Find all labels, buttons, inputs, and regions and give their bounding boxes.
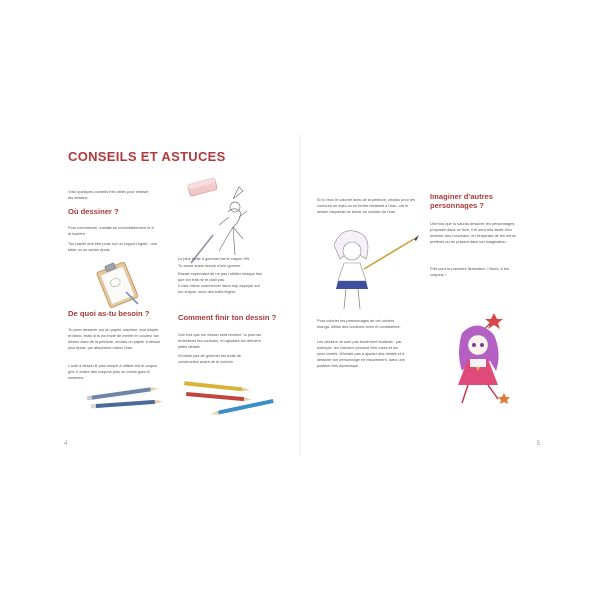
gomme-text: Tu auras aussi besoin d'une gomme.	[178, 263, 242, 268]
magical-girl-illustration	[432, 313, 532, 411]
clipboard-illustration	[92, 260, 142, 308]
intro-text: Voici quelques conseils très utiles pour réaliser tes dessins.	[68, 189, 149, 201]
gomme-usage-text: Essaie cependant de ne pas l'utiliser chaque fois que ton trait ne te plaît pas.	[178, 271, 263, 283]
page-number-left: 4	[64, 441, 68, 447]
imaginer-p1: Une fois que tu sauras dessiner les personnages proposés dans ce livre, il te sera très facile d'en inventer des nouveaux, en t'inspirant de tes héros préférés ou en puisant dans ton imagination.	[430, 221, 516, 245]
couleurs-p1: Pour colorier tes personnages de cet univers manga, utilise des couleurs vives et contrastées.	[317, 318, 401, 330]
de-quoi-p2: L'outil à dessin le plus simple à utiliser est le crayon gris. Il existe des crayons plus ou moins gras et sombres.	[68, 363, 157, 381]
heading-comment-finir: Comment finir ton dessin ?	[178, 313, 277, 322]
heading-imaginer: Imaginer d'autres personnages ?	[430, 192, 493, 210]
imaginer-p2: Prêt pour ta première illustration ? Alors, à tes crayons !	[430, 266, 509, 278]
couleurs-p2: Les dessins ne sont pas forcément réalistes : par exemple, les cheveux peuvent être roses et les yeux violets. N'hésite pas à ajouter des détails et à dessiner ton personnage en mouvement, dans une position très dynamique.	[317, 339, 405, 369]
left-page	[50, 135, 300, 455]
girl-paintbrush-illustration	[320, 225, 420, 311]
peinture-text: Si tu veux le colorier avec de la peinture, choisis pour les contours un stylo ou un feutre résistant à l'eau, car le dessin risquerait de baver au contact de l'eau.	[317, 197, 415, 215]
right-page	[300, 135, 550, 455]
comment-finir-p2: N'oublie pas de gommer les traits de construction avant de le colorier.	[178, 353, 242, 365]
page-title: CONSEILS ET ASTUCES	[68, 149, 226, 164]
grey-pencils-illustration	[85, 385, 165, 415]
page-number-right: 5	[536, 441, 540, 447]
heading-de-quoi: De quoi as-tu besoin ?	[68, 309, 150, 318]
crayon-hb-text: Le plus facile à gommer est le crayon HB.	[178, 256, 251, 261]
eraser-sketch-illustration	[183, 177, 253, 265]
ou-dessiner-p1: Pour commencer, installe-toi confortablement et à la lumière.	[68, 225, 154, 237]
book-spread	[50, 135, 550, 455]
ou-dessiner-p2: Ton papier doit être posé sur un support rigide : une table ou un carton épais.	[68, 241, 158, 253]
colored-pencils-illustration	[180, 380, 280, 422]
traits-legers-text: Il vaut mieux commencer sans trop appuyer sur ton crayon, avec des traits légers.	[178, 283, 260, 295]
heading-ou-dessiner: Où dessiner ?	[68, 207, 119, 216]
de-quoi-p1: Tu peux dessiner sur du papier machine, tout simple et blanc, mais si tu as envie de mettre en couleur ton dessin avec de la peinture, choisis un papier à dessin plus épais, qui absorbera mieux l'eau.	[68, 327, 161, 351]
comment-finir-p1: Une fois que ton dessin sera terminé, tu pourras redessiner les contours, en ajoutant les derniers petits détails.	[178, 332, 262, 350]
